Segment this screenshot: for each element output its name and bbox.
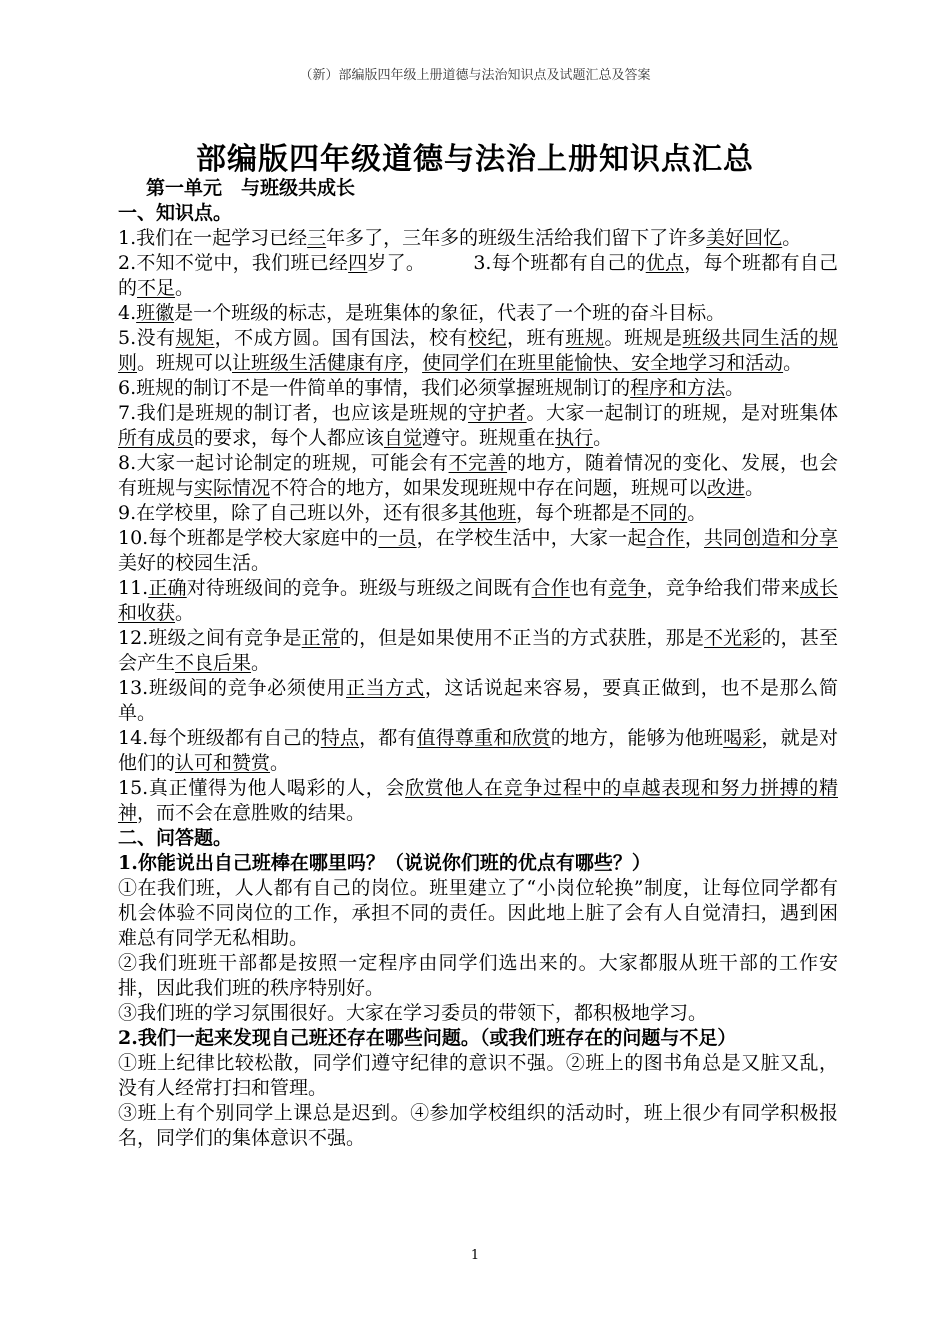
section-heading-questions: 二、问答题。 bbox=[118, 827, 233, 849]
underlined: 三 bbox=[307, 227, 327, 249]
underlined: 竞争 bbox=[608, 577, 647, 599]
knowledge-point: 10.每个班都是学校大家庭中的一员，在学校生活中，大家一起合作，共同创造和分享美好的校园生活。 bbox=[118, 527, 838, 574]
underlined: 自觉 bbox=[384, 427, 423, 449]
answer: ②我们班班干部都是按照一定程序由同学们选出来的。大家都服从班干部的工作安排，因此我们班的秩序特别好。 bbox=[118, 952, 838, 999]
underlined: 认可和赞赏 bbox=[175, 752, 271, 774]
underlined: 实际情况 bbox=[194, 477, 271, 499]
document-body bbox=[118, 176, 838, 1151]
underlined: 合作 bbox=[531, 577, 570, 599]
underlined: 不足 bbox=[137, 277, 176, 299]
knowledge-point: 7.我们是班规的制订者，也应该是班规的守护者。大家一起制订的班规，是对班集体所有成员的要求，每个人都应该自觉遵守。班规重在执行。 bbox=[118, 402, 838, 449]
underlined: 不完善 bbox=[448, 452, 508, 474]
underlined: 值得尊重和欣赏 bbox=[416, 727, 551, 749]
underlined: 喝彩 bbox=[723, 727, 762, 749]
underlined: 程序和方法 bbox=[630, 377, 726, 399]
page-number: 1 bbox=[470, 1248, 480, 1263]
answer: ①班上纪律比较松散，同学们遵守纪律的意识不强。②班上的图书角总是又脏又乱，没有人经常打扫和管理。 bbox=[118, 1052, 838, 1099]
question-list bbox=[118, 851, 838, 1151]
underlined: 班规 bbox=[565, 327, 605, 349]
knowledge-point: 6.班规的制订不是一件简单的事情，我们必须掌握班规制订的程序和方法。 bbox=[118, 377, 745, 399]
knowledge-point-list bbox=[118, 226, 838, 826]
underlined: 其他班 bbox=[459, 502, 517, 524]
underlined: 守护者 bbox=[468, 402, 527, 424]
underlined: 使同学们在班里能愉快、安全地学习和活动 bbox=[422, 352, 784, 374]
knowledge-point: 2.不知不觉中，我们班已经四岁了。 3.每个班都有自己的优点，每个班都有自己的不足。 bbox=[118, 252, 838, 299]
knowledge-point: 5.没有规矩，不成方圆。国有国法，校有校纪，班有班规。班规是班级共同生活的规则。班规可以让班级生活健康有序，使同学们在班里能愉快、安全地学习和活动。 bbox=[118, 327, 838, 374]
underlined: 合作 bbox=[646, 527, 685, 549]
underlined: 四 bbox=[348, 252, 368, 274]
underlined: 校纪 bbox=[468, 327, 508, 349]
knowledge-point: 4.班徽是一个班级的标志，是班集体的象征，代表了一个班的奋斗目标。 bbox=[118, 302, 726, 324]
knowledge-point: 11.正确对待班级间的竞争。班级与班级之间既有合作也有竞争，竞争给我们带来成长和收获。 bbox=[118, 577, 838, 624]
unit-heading: 第一单元 与班级共成长 bbox=[146, 177, 356, 199]
knowledge-point: 14.每个班级都有自己的特点，都有值得尊重和欣赏的地方，能够为他班喝彩，就是对他们的认可和赞赏。 bbox=[118, 727, 838, 774]
underlined: 所有成员 bbox=[118, 427, 195, 449]
knowledge-point: 8.大家一起讨论制定的班规，可能会有不完善的地方，随着情况的变化、发展，也会有班规与实际情况不符合的地方，如果发现班规中存在问题，班规可以改进。 bbox=[118, 452, 838, 499]
knowledge-point: 12.班级之间有竞争是正常的，但是如果使用不正当的方式获胜，那是不光彩的，甚至会产生不良后果。 bbox=[118, 627, 838, 674]
underlined: 让班级生活健康有序 bbox=[232, 352, 404, 374]
underlined: 正常 bbox=[301, 627, 340, 649]
underlined: 班徽 bbox=[136, 302, 175, 324]
question: 1.你能说出自己班棒在哪里吗？（说说你们班的优点有哪些？） bbox=[118, 852, 651, 874]
underlined: 不光彩 bbox=[704, 627, 762, 649]
knowledge-point: 1.我们在一起学习已经三年多了，三年多的班级生活给我们留下了许多美好回忆。 bbox=[118, 227, 802, 249]
underlined: 改进 bbox=[707, 477, 746, 499]
underlined: 班级共同生活的规则 bbox=[118, 327, 838, 374]
underlined: 特点 bbox=[320, 727, 360, 749]
underlined: 美好回忆 bbox=[706, 227, 783, 249]
underlined: 成长和收获 bbox=[118, 577, 838, 624]
underlined: 正确 bbox=[148, 577, 187, 599]
underlined: 正当方式 bbox=[346, 677, 425, 699]
section-heading-knowledge: 一、知识点。 bbox=[118, 202, 233, 224]
answer: ③我们班的学习氛围很好。大家在学习委员的带领下，都积极地学习。 bbox=[118, 1002, 708, 1024]
page-header: （新）部编版四年级上册道德与法治知识点及试题汇总及答案 bbox=[299, 68, 651, 83]
underlined: 不同的 bbox=[630, 502, 688, 524]
underlined: 欣赏他人在竞争过程中的卓越表现和努力拼搏的精神 bbox=[118, 777, 838, 824]
answer: ③班上有个别同学上课总是迟到。④参加学校组织的活动时，班上很少有同学积极报名，同学们的集体意识不强。 bbox=[118, 1102, 838, 1149]
underlined: 共同创造和分享 bbox=[704, 527, 838, 549]
knowledge-point: 13.班级间的竞争必须使用正当方式，这话说起来容易，要真正做到，也不是那么简单。 bbox=[118, 677, 838, 724]
underlined: 一员 bbox=[378, 527, 417, 549]
question: 2.我们一起来发现自己班还存在哪些问题。（或我们班存在的问题与不足） bbox=[118, 1027, 737, 1049]
document-title: 部编版四年级道德与法治上册知识点汇总 bbox=[196, 142, 754, 177]
underlined: 优点 bbox=[645, 252, 685, 274]
underlined: 执行 bbox=[555, 427, 594, 449]
knowledge-point: 9.在学校里，除了自己班以外，还有很多其他班，每个班都是不同的。 bbox=[118, 502, 707, 524]
underlined: 不良后果 bbox=[175, 652, 252, 674]
underlined: 规矩 bbox=[175, 327, 215, 349]
knowledge-point: 15.真正懂得为他人喝彩的人，会欣赏他人在竞争过程中的卓越表现和努力拼搏的精神，而不会在意胜败的结果。 bbox=[118, 777, 838, 824]
answer: ①在我们班，人人都有自己的岗位。班里建立了“小岗位轮换”制度，让每位同学都有机会体验不同岗位的工作，承担不同的责任。因此地上脏了会有人自觉清扫，遇到困难总有同学无私相助。 bbox=[118, 877, 838, 949]
